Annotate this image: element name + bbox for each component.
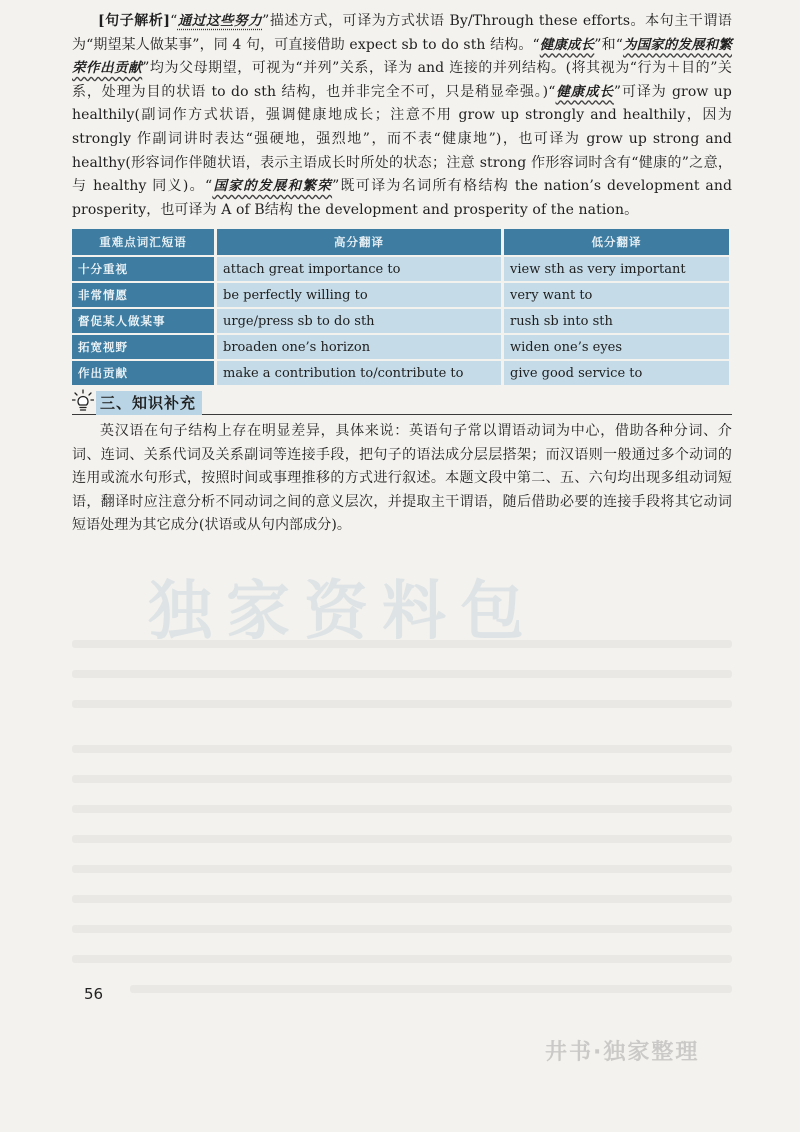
table-header: 高分翻译 [216, 229, 503, 256]
term-cell: 作出贡献 [72, 360, 216, 385]
low-score-cell: give good service to [503, 360, 731, 385]
bleed-through-line [72, 670, 732, 678]
analysis-text: ”可译为 grow up healthily(副词作方式状语，强调健康地成长；注意不用 grow up strongly and healthily，因为 strongly 作副词讲时表达“强硬地，强烈地”，而不表“健康地”)，也可译为 grow up strong and healthy(形容词作伴随状语，表示主语成长时所处的状态；注意 strong 作形容词时含有“健康的”之意，与 healthy 同义)。“ [72, 83, 732, 195]
high-score-cell: make a contribution to/contribute to [216, 360, 503, 385]
table-row [72, 282, 731, 308]
highlight-phrase: 通过这些努力 [177, 13, 263, 29]
section-title: 三、知识补充 [96, 391, 202, 415]
table-row [72, 256, 731, 282]
low-score-cell: very want to [503, 282, 731, 308]
table-header: 低分翻译 [503, 229, 731, 256]
term-cell: 拓宽视野 [72, 334, 216, 360]
vocabulary-table [72, 229, 732, 385]
table-header-row [72, 229, 731, 256]
analysis-text: ”既可译为名词所有格结构 the nation’s development and prosperity，也可译为 A of B结构 the development and prosperity of the nation。 [72, 178, 733, 218]
bleed-through-line [72, 745, 732, 753]
highlight-phrase: 为国家的发展和繁荣作出贡献 [72, 36, 732, 77]
highlight-phrase: 健康成长 [539, 36, 595, 53]
low-score-cell: widen one’s eyes [503, 334, 731, 360]
high-score-cell: be perfectly willing to [216, 282, 503, 308]
low-score-cell: view sth as very important [503, 256, 731, 282]
knowledge-paragraph: 英汉语在句子结构上存在明显差异，具体来说：英语句子常以谓语动词为中心，借助各种分词、介词、连词、关系代词及关系副词等连接手段，把句子的语法成分层层搭架；而汉语则一般通过多个动词的连用或流水句形式，按照时间或事理推移的方式进行叙述。本题文段中第二、五、六句均出现多组动词短语，翻译时应注意分析不同动词之间的意义层次，并提取主干谓语，随后借助必要的连接手段将其它动词短语处理为其它成分(状语或从句内部成分)。 [72, 423, 732, 534]
highlight-phrase: 健康成长 [555, 83, 614, 100]
table-row [72, 360, 731, 385]
page-number: 56 [84, 985, 104, 1003]
bleed-through-line [72, 640, 732, 648]
bleed-through-line [72, 700, 732, 708]
table-row [72, 308, 731, 334]
watermark: 独家资料包 [148, 575, 538, 649]
table-header: 重难点词汇短语 [72, 229, 216, 256]
bleed-through-line [72, 835, 732, 843]
analysis-text: ”描述方式，可译为方式状语 By/Through these efforts。本句主干谓语为“期望某人做某事”，同 4 句，可直接借助 expect sb to do sth 结构。“ [72, 13, 732, 53]
analysis-tag: [句子解析] [98, 13, 171, 29]
analysis-text: “ [170, 13, 178, 29]
bleed-through-line [72, 865, 732, 873]
term-cell: 十分重视 [72, 256, 216, 282]
bleed-through-line [72, 805, 732, 813]
bleed-through-line [72, 925, 732, 933]
high-score-cell: attach great importance to [216, 256, 503, 282]
high-score-cell: broaden one’s horizon [216, 334, 503, 360]
bleed-through-line [72, 775, 732, 783]
footer-brand: 井书·独家整理 [545, 1040, 700, 1065]
analysis-text: ”均为父母期望，可视为“并列”关系，译为 and 连接的并列结构。(将其视为“行为＋目的”关系，处理为目的状语 to do sth 结构，也并非完全不可，只是稍显牵强。)“ [72, 60, 733, 100]
bleed-through-line [130, 985, 732, 993]
analysis-text: ”和“ [594, 36, 623, 53]
low-score-cell: rush sb into sth [503, 308, 731, 334]
highlight-phrase: 国家的发展和繁荣 [212, 178, 333, 195]
term-cell: 非常情愿 [72, 282, 216, 308]
bleed-through-line [72, 955, 732, 963]
term-cell: 督促某人做某事 [72, 308, 216, 334]
lightbulb-icon [72, 389, 94, 413]
high-score-cell: urge/press sb to do sth [216, 308, 503, 334]
bleed-through-line [72, 895, 732, 903]
analysis-paragraph [72, 10, 732, 222]
section-header [72, 390, 732, 415]
table-row [72, 334, 731, 360]
